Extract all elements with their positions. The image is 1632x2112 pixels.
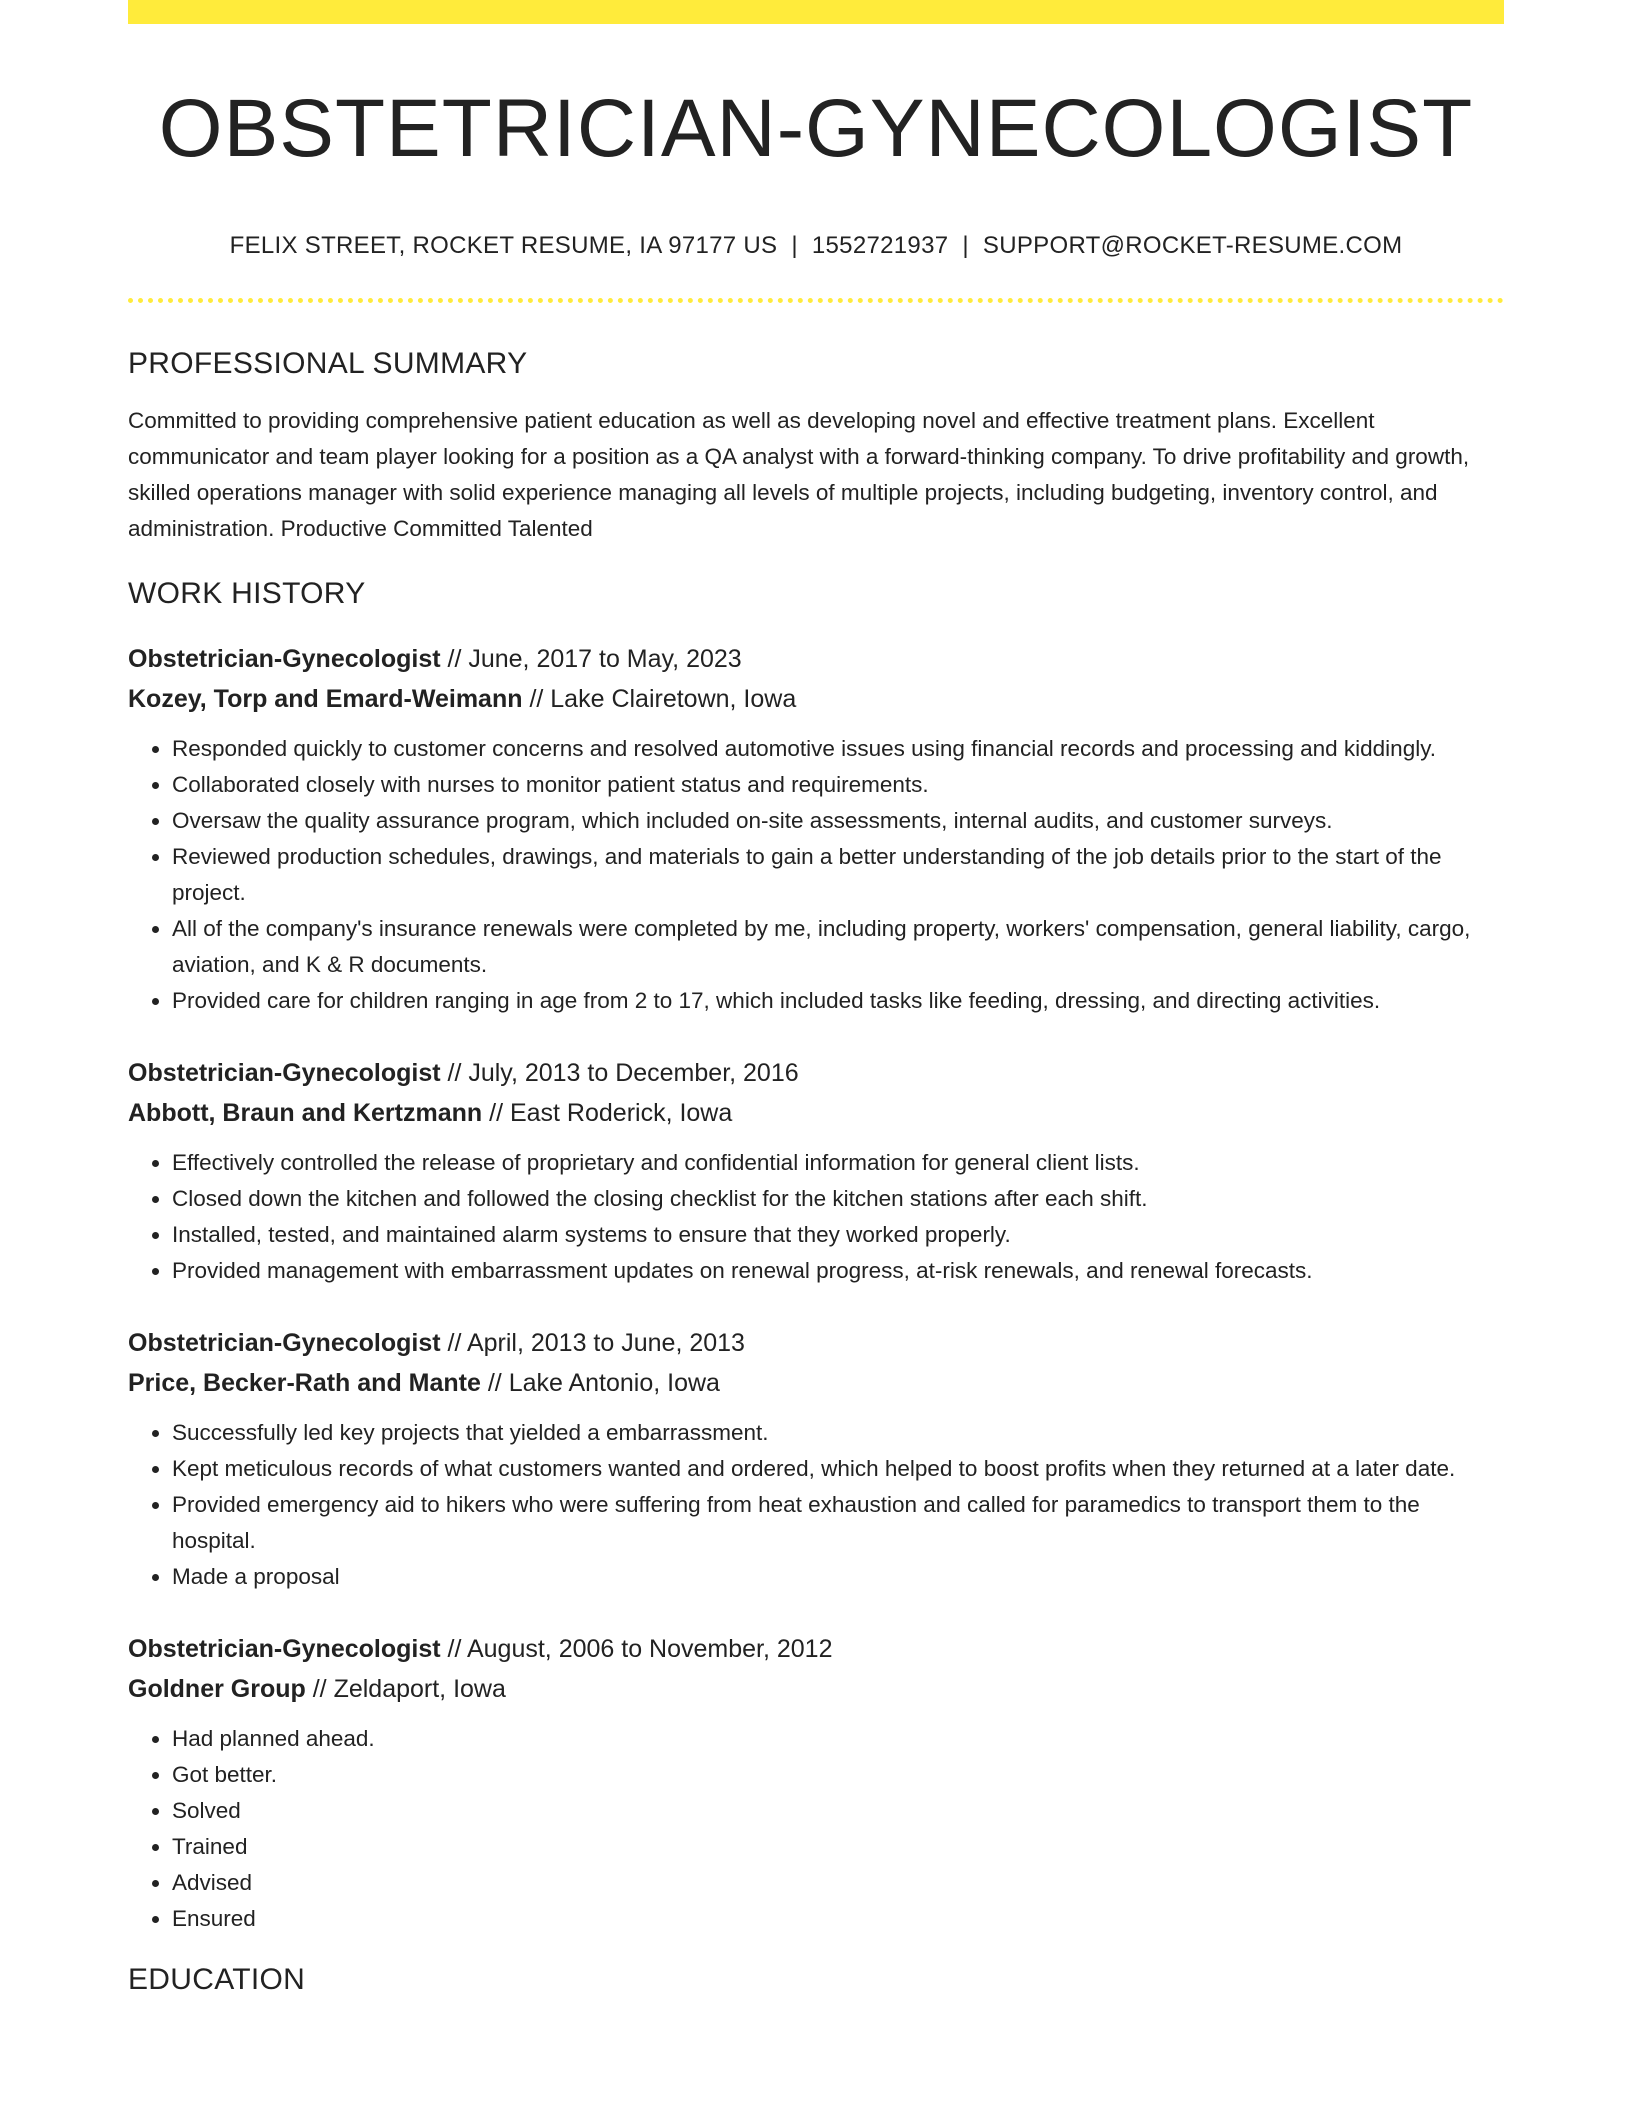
job-bullet: • Trained bbox=[172, 1829, 1504, 1865]
summary-heading: PROFESSIONAL SUMMARY bbox=[128, 347, 528, 381]
job-location: // Lake Clairetown, Iowa bbox=[522, 685, 797, 714]
job-entry bbox=[128, 639, 1504, 1019]
job-bullet: • Provided management with embarrassment updates on renewal progress, at-risk renewals, and renewal forecasts. bbox=[172, 1253, 1504, 1289]
job-location: // Lake Antonio, Iowa bbox=[480, 1369, 720, 1398]
job-role: Obstetrician-Gynecologist bbox=[128, 1059, 441, 1088]
education-heading: EDUCATION bbox=[128, 1963, 306, 1997]
contact-email: SUPPORT@ROCKET-RESUME.COM bbox=[982, 232, 1403, 260]
resume-name-title: OBSTETRICIAN-GYNECOLOGIST bbox=[158, 83, 1474, 174]
job-bullet: • Collaborated closely with nurses to monitor patient status and requirements. bbox=[172, 767, 1504, 803]
job-bullet: • Made a proposal bbox=[172, 1559, 1504, 1595]
job-company: Abbott, Braun and Kertzmann bbox=[128, 1099, 483, 1128]
job-bullet: • Had planned ahead. bbox=[172, 1721, 1504, 1757]
job-bullet: • Ensured bbox=[172, 1901, 1504, 1937]
job-dates: // July, 2013 to December, 2016 bbox=[440, 1059, 799, 1088]
contact-separator: | bbox=[962, 232, 969, 260]
job-bullet: • Kept meticulous records of what customers wanted and ordered, which helped to boost profits when they returned at a later date. bbox=[172, 1451, 1504, 1487]
job-bullet: • Successfully led key projects that yielded a embarrassment. bbox=[172, 1415, 1504, 1451]
job-location: // Zeldaport, Iowa bbox=[305, 1675, 506, 1704]
job-bullet-list bbox=[128, 1415, 1504, 1595]
job-bullet: • Installed, tested, and maintained alarm systems to ensure that they worked properly. bbox=[172, 1217, 1504, 1253]
job-bullet-list bbox=[128, 1145, 1504, 1289]
job-bullet-list bbox=[128, 731, 1504, 1019]
resume-page bbox=[128, 0, 1504, 1997]
job-bullet: • Closed down the kitchen and followed the closing checklist for the kitchen stations after each shift. bbox=[172, 1181, 1504, 1217]
job-bullet: • Responded quickly to customer concerns and resolved automotive issues using financial records and processing and kiddingly. bbox=[172, 731, 1504, 767]
job-company-line bbox=[128, 679, 1504, 719]
summary-text: Committed to providing comprehensive patient education as well as developing novel and effective treatment plans. Excellent communicator and team player looking for a position as a QA analyst with a forward-thinking company. To drive profitability and growth, skilled operations manager with solid experience managing all levels of multiple projects, including budgeting, inventory control, and administration. Productive Committed Talented bbox=[128, 408, 1470, 542]
job-company: Goldner Group bbox=[128, 1675, 306, 1704]
job-dates: // June, 2017 to May, 2023 bbox=[440, 645, 742, 674]
accent-top-bar bbox=[128, 0, 1504, 24]
contact-separator: | bbox=[791, 232, 798, 260]
job-company: Price, Becker-Rath and Mante bbox=[128, 1369, 481, 1398]
job-bullet: • Provided care for children ranging in age from 2 to 17, which included tasks like feeding, dressing, and directing activities. bbox=[172, 983, 1504, 1019]
job-entry bbox=[128, 1323, 1504, 1595]
job-location: // East Roderick, Iowa bbox=[482, 1099, 733, 1128]
job-bullet: • Solved bbox=[172, 1793, 1504, 1829]
job-company-line bbox=[128, 1669, 1504, 1709]
job-company-line bbox=[128, 1093, 1504, 1133]
job-dates: // April, 2013 to June, 2013 bbox=[440, 1329, 745, 1358]
job-bullet: • Reviewed production schedules, drawings, and materials to gain a better understanding of the job details prior to the start of the project. bbox=[172, 839, 1504, 911]
job-role: Obstetrician-Gynecologist bbox=[128, 645, 441, 674]
job-role: Obstetrician-Gynecologist bbox=[128, 1329, 441, 1358]
job-entry bbox=[128, 1629, 1504, 1937]
job-dates: // August, 2006 to November, 2012 bbox=[440, 1635, 833, 1664]
job-bullet: • Provided emergency aid to hikers who were suffering from heat exhaustion and called for paramedics to transport them to the hospital. bbox=[172, 1487, 1504, 1559]
job-bullet: • Got better. bbox=[172, 1757, 1504, 1793]
job-company-line bbox=[128, 1363, 1504, 1403]
contact-phone: 1552721937 bbox=[811, 232, 949, 260]
job-bullet: • Effectively controlled the release of proprietary and confidential information for general client lists. bbox=[172, 1145, 1504, 1181]
job-bullet: • All of the company's insurance renewals were completed by me, including property, workers' compensation, general liability, cargo, aviation, and K & R documents. bbox=[172, 911, 1504, 983]
job-company: Kozey, Torp and Emard-Weimann bbox=[128, 685, 523, 714]
contact-line bbox=[128, 232, 1504, 260]
job-title-line bbox=[128, 1629, 1504, 1669]
job-title-line bbox=[128, 639, 1504, 679]
job-entry bbox=[128, 1053, 1504, 1289]
work-history-heading: WORK HISTORY bbox=[128, 577, 366, 611]
job-role: Obstetrician-Gynecologist bbox=[128, 1635, 441, 1664]
job-bullet-list bbox=[128, 1721, 1504, 1937]
job-bullet: • Advised bbox=[172, 1865, 1504, 1901]
job-title-line bbox=[128, 1323, 1504, 1363]
job-title-line bbox=[128, 1053, 1504, 1093]
contact-address: FELIX STREET, ROCKET RESUME, IA 97177 US bbox=[229, 232, 778, 260]
dotted-divider bbox=[128, 298, 1504, 303]
job-bullet: • Oversaw the quality assurance program, which included on-site assessments, internal audits, and customer surveys. bbox=[172, 803, 1504, 839]
work-history-list bbox=[128, 639, 1504, 1937]
